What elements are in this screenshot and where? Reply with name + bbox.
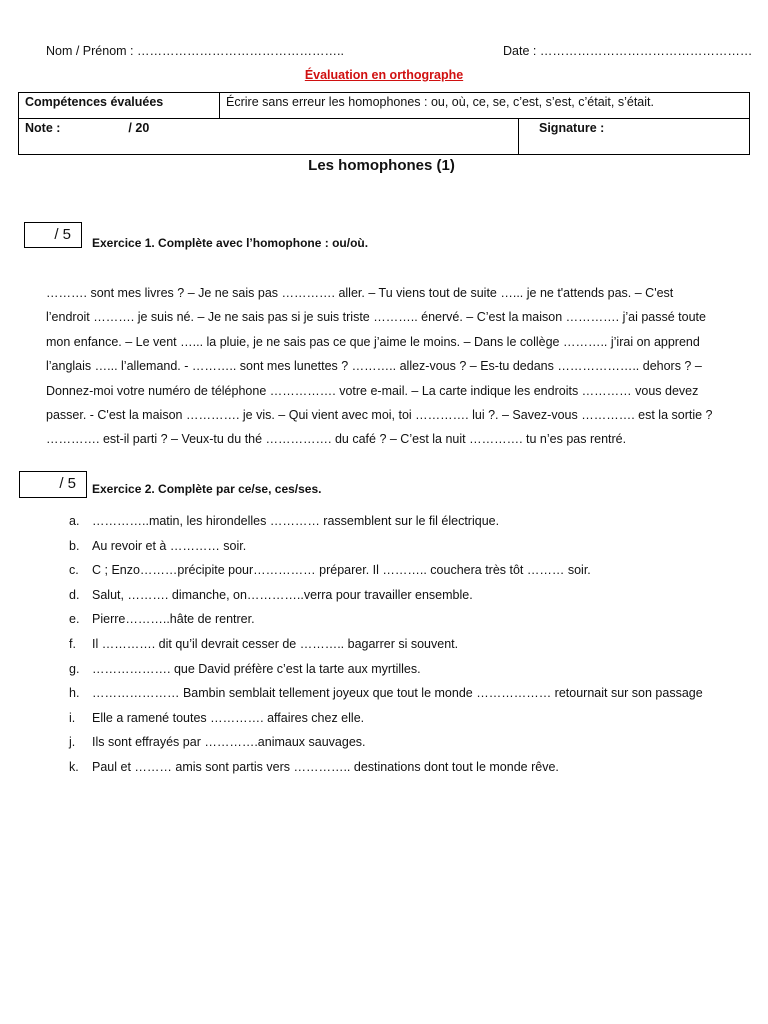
- signature-cell: [519, 119, 750, 155]
- exercise1-line: Donnez-moi votre numéro de téléphone ……………. votre e-mail. – La carte indique les endroits ………… vous devez: [46, 383, 699, 398]
- date-field-label: Date : ……………………………………………: [503, 44, 753, 58]
- evaluation-title: Évaluation en orthographe: [304, 68, 464, 82]
- note-cell: [19, 119, 519, 155]
- skills-label: Compétences évaluées: [19, 93, 220, 119]
- item-text: ………………. que David préfère c’est la tarte aux myrtilles.: [92, 661, 421, 676]
- list-item: [0, 632, 768, 657]
- skills-value: Écrire sans erreur les homophones : ou, où, ce, se, c’est, s’est, c’était, s’était.: [220, 93, 750, 119]
- item-letter: f.: [69, 636, 76, 651]
- exercise1-line: mon enfance. – Le vent …... la pluie, je ne sais pas ce que j’aime le moins. – Dans le collège ……….. j’irai on apprend: [46, 334, 700, 349]
- exercise2-score-box: / 5: [19, 471, 87, 498]
- exercise1-line: l’endroit ………. je suis né. – Je ne sais pas si je suis triste ……….. énervé. – C’est la maison …………. j’ai passé toute: [46, 310, 706, 325]
- item-text: Il …………. dit qu’il devrait cesser de ……….. bagarrer si souvent.: [92, 636, 459, 651]
- exercise1-text: [46, 281, 726, 452]
- list-item: [0, 607, 768, 632]
- item-letter: i.: [69, 710, 76, 725]
- item-text: Au revoir et à ………… soir.: [92, 538, 247, 553]
- exercise1-line: ………. sont mes livres ? – Je ne sais pas …………. aller. – Tu viens tout de suite …... je ne t'attends pas. – C'est: [46, 286, 674, 300]
- list-item: [0, 558, 768, 583]
- exercise2-title: Exercice 2. Complète par ce/se, ces/ses.: [92, 482, 322, 496]
- list-item: [0, 534, 768, 559]
- list-item: [0, 681, 768, 706]
- item-text: Pierre………..hâte de rentrer.: [92, 612, 255, 627]
- list-item: [0, 657, 768, 682]
- name-field-label: Nom / Prénom : …………………………………………..: [46, 44, 344, 58]
- list-item: [0, 706, 768, 731]
- note-max: / 20: [128, 121, 150, 135]
- list-item: [0, 755, 768, 780]
- item-letter: d.: [69, 587, 80, 602]
- item-text: ………………… Bambin semblait tellement joyeux que tout le monde ……………… retournait sur son passage: [92, 686, 703, 701]
- exercise1-line: …………. est-il parti ? – Veux-tu du thé ……………. du café ? – C’est la nuit …………. tu n’es pas rentré.: [46, 432, 627, 447]
- list-item: [0, 730, 768, 755]
- list-item: [0, 509, 768, 534]
- item-letter: c.: [69, 563, 79, 578]
- item-letter: k.: [69, 759, 79, 774]
- item-letter: g.: [69, 661, 80, 676]
- item-text: Paul et ……… amis sont partis vers ………….. destinations dont tout le monde rêve.: [92, 759, 559, 774]
- item-letter: e.: [69, 612, 80, 627]
- page-title: Les homophones (1): [308, 157, 455, 174]
- item-letter: h.: [69, 686, 80, 701]
- item-letter: a.: [69, 514, 80, 528]
- exercise1-line: l’anglais …... l’allemand. - ……….. sont mes lunettes ? ……….. allez-vous ? – Es-tu dedans ……………….. dehors ? –: [46, 359, 702, 374]
- item-text: …………..matin, les hirondelles ………… rassemblent sur le fil électrique.: [92, 514, 500, 528]
- note-label: Note :: [25, 121, 61, 135]
- item-text: Ils sont effrayés par ………….animaux sauvages.: [92, 735, 366, 750]
- exercise1-title: Exercice 1. Complète avec l’homophone : ou/où.: [92, 236, 369, 250]
- exercise1-score-box: / 5: [24, 222, 82, 248]
- exercise2-list: [0, 509, 768, 780]
- list-item: [0, 583, 768, 608]
- info-table: [18, 92, 750, 155]
- item-text: Elle a ramené toutes …………. affaires chez elle.: [92, 710, 365, 725]
- item-text: C ; Enzo………précipite pour…………… préparer. Il ……….. couchera très tôt ……… soir.: [92, 563, 591, 578]
- item-text: Salut, ………. dimanche, on…………..verra pour travailler ensemble.: [92, 587, 473, 602]
- exercise1-line: passer. - C'est la maison …………. je vis. – Qui vient avec moi, toi …………. lui ?. – Savez-vous …………. est la sortie ?: [46, 408, 713, 423]
- signature-label: Signature :: [539, 121, 605, 135]
- item-letter: j.: [69, 735, 76, 750]
- item-letter: b.: [69, 538, 80, 553]
